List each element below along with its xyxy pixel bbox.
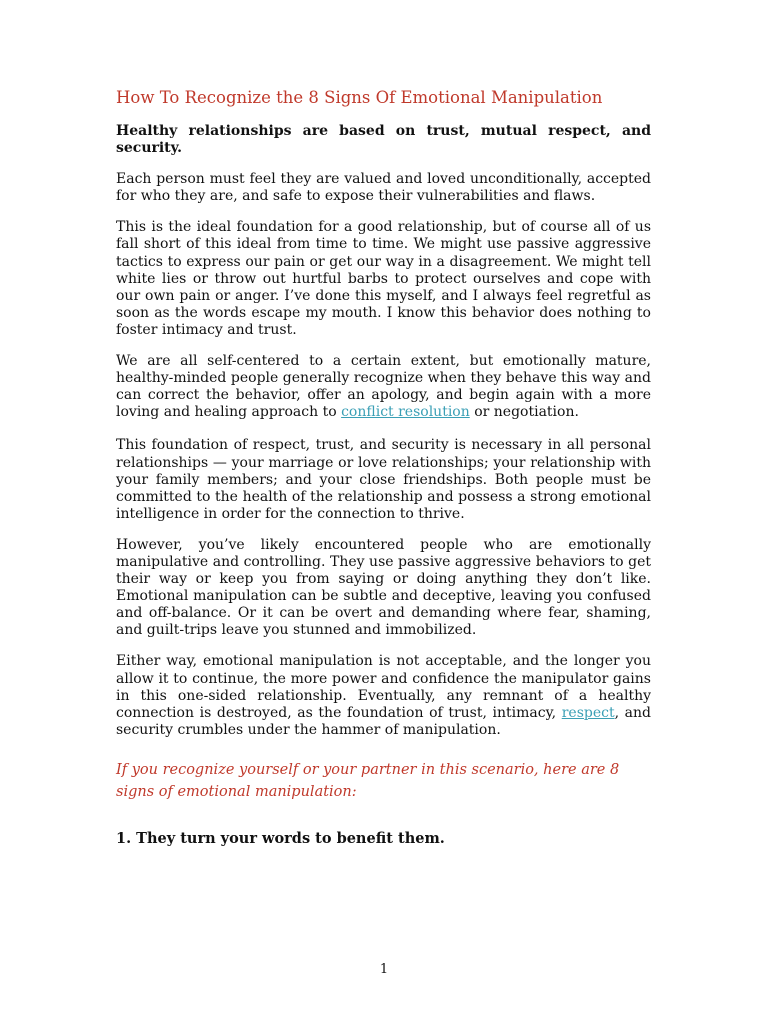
paragraph-1: Each person must feel they are valued and loved unconditionally, accepted for who they are, and safe to expose their vulnerabilities and flaws. [116, 171, 651, 205]
sign-1-heading: 1. They turn your words to benefit them. [116, 829, 445, 847]
document-title: How To Recognize the 8 Signs Of Emotional Manipulation [116, 88, 603, 107]
paragraph-6-text-end: , and security crumbles under the hammer of manipulation. [116, 704, 652, 738]
paragraph-5: However, you’ve likely encountered people who are emotionally manipulative and controlling. They use passive aggressive behaviors to get their way or keep you from saying or doing anything they don’t like. Emotional manipulation can be subtle and deceptive, leaving you confused and off-balance. Or it can be overt and demanding where fear, shaming, and guilt-trips leave you stunned and immobilized. [116, 536, 651, 639]
lead-paragraph: Healthy relationships are based on trust, mutual respect, and security. [116, 123, 651, 157]
paragraph-2: This is the ideal foundation for a good relationship, but of course all of us fall short of this ideal from time to time. We might use passive aggressive tactics to express our pain or get our way in a disagreement. We might tell white lies or throw out hurtful barbs to protect ourselves and cope with our own pain or anger. I’ve done this myself, and I always feel regretful as soon as the words escape my mouth. I know this behavior does nothing to foster intimacy and trust. [116, 219, 651, 338]
paragraph-6 [116, 653, 651, 738]
conflict-resolution-link[interactable]: conflict resolution [341, 404, 470, 421]
respect-link[interactable]: respect [561, 704, 615, 721]
callout-text: If you recognize yourself or your partner in this scenario, here are 8 signs of emotional manipulation: [116, 761, 620, 800]
page-number: 1 [379, 962, 389, 977]
paragraph-3 [116, 353, 651, 421]
paragraph-6-text-start: Either way, emotional manipulation is not acceptable, and the longer you allow it to continue, the more power and confidence the manipulator gains in this one-sided relationship. Eventually, any remnant of a healthy connection is destroyed, as the foundation of trust, intimacy, [116, 653, 651, 721]
paragraph-3-text-end: or negotiation. [469, 404, 579, 421]
paragraph-3-text-start: We are all self-centered to a certain extent, but emotionally mature, healthy-minded people generally recognize when they behave this way and can correct the behavior, offer an apology, and begin again with a more loving and healing approach to [116, 353, 651, 421]
paragraph-4: This foundation of respect, trust, and security is necessary in all personal relationships — your marriage or love relationships; your relationship with your family members; and your close friendships. Both people must be committed to the health of the relationship and possess a strong emotional intelligence in order for the connection to thrive. [116, 437, 651, 522]
document-body [116, 86, 651, 849]
